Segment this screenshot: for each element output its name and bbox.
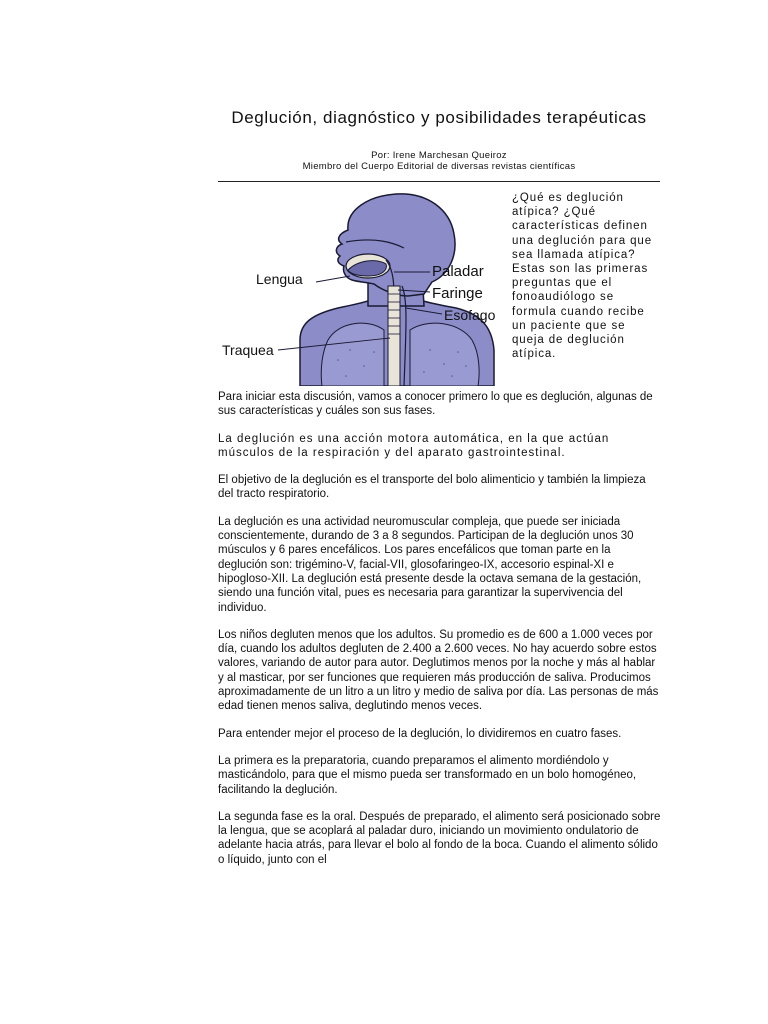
paragraph: La deglución es una acción motora automática, en la que actúan músculos de la respiración y del aparato gastrointestinal.: [218, 432, 610, 459]
paragraph: Para iniciar esta discusión, vamos a conocer primero lo que es deglución, algunas de sus características y cuáles son sus fases.: [218, 391, 653, 418]
anatomy-illustration: [218, 190, 500, 386]
paragraph: Los niños degluten menos que los adultos. Su promedio es de 600 a 1.000 veces por día, cuando los adultos degluten de 2.400 a 2.600 veces. No hay acuerdo sobre estos valores, variando de autor para autor. Deglutimos menos por la noche y más al hablar y al masticar, por ser funciones que requieren más producción de saliva. Producimos aproximadamente de un litro a un litro y medio de saliva por día. Las personas de más edad tienen menos saliva, deglutindo menos veces.: [218, 628, 659, 713]
paragraph: Para entender mejor el proceso de la deglución, lo dividiremos en cuatro fases.: [218, 727, 622, 740]
label-paladar: Paladar: [432, 263, 484, 280]
author-affiliation: Miembro del Cuerpo Editorial de diversas revistas científicas: [302, 161, 576, 172]
author-name: Por: Irene Marchesan Queiroz: [371, 150, 507, 161]
paragraph: El objetivo de la deglución es el transporte del bolo alimenticio y también la limpieza del tracto respiratorio.: [218, 474, 646, 501]
anatomy-figure: [218, 190, 500, 386]
paragraph: La segunda fase es la oral. Después de preparado, el alimento será posicionado sobre la lengua, que se acoplará al paladar duro, iniciando un movimiento ondulatorio de adelante hacia atrás, para llevar el bolo al fondo de la boca. Cuando el alimento sólido o líquido, junto con el: [218, 810, 661, 866]
paragraph: La primera es la preparatoria, cuando preparamos el alimento mordiéndolo y masticándolo, para que el mismo pueda ser transformado en un bolo homogéneo, facilitando la deglución.: [218, 754, 637, 796]
document-title: Deglución, diagnóstico y posibilidades terapéuticas: [231, 108, 647, 127]
title-divider: [218, 181, 660, 182]
intro-side-text: ¿Qué es deglución atípica? ¿Qué características definen una deglución para que sea llamada atípica? Estas son las primeras preguntas que el fonoaudiólogo se formula cuando recibe un paciente que se queja de deglución atípica.: [512, 192, 653, 361]
paragraph: La deglución es una actividad neuromuscular compleja, que puede ser iniciada conscientemente, durando de 3 a 8 segundos. Participan de la deglución unos 30 músculos y 6 pares encefálicos. Los pares encefálicos que toman parte en la deglución son: trigémino-V, facial-VII, glosofaringeo-IX, accesorio espinal-XI e hipogloso-XII. La deglución está presente desde la octava semana de la gestación, siendo una función vital, pues es necesaria para garantizar la supervivencia del individuo.: [218, 515, 642, 614]
label-lengua: Lengua: [256, 271, 303, 287]
article-body: [218, 390, 662, 880]
label-esofago: Esofago: [444, 307, 496, 323]
label-traquea: Traquea: [222, 342, 274, 358]
label-faringe: Faringe: [432, 285, 483, 302]
trachea-tube: [388, 286, 400, 386]
author-byline: [218, 150, 660, 172]
